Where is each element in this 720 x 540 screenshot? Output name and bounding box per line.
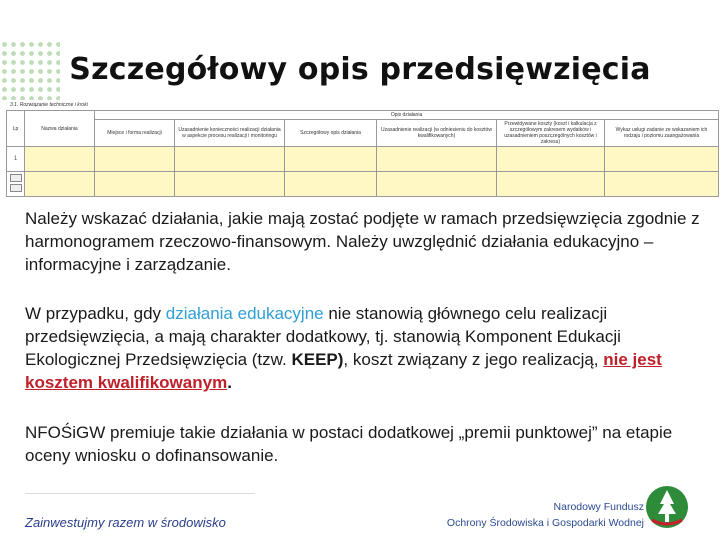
table-cell[interactable] [605,172,719,197]
table-cell[interactable] [285,172,377,197]
paragraph-premium: NFOŚiGW premiuje takie działania w postaci dodatkowej „premii punktowej” na etapie oceny wniosku o dofinansowanie. [25,423,673,465]
table-header-cell: Miejsce i forma realizacji [95,120,175,147]
table-cell[interactable] [497,147,605,172]
highlight-educational-actions: działania edukacyjne [165,304,324,323]
table-cell[interactable] [377,147,497,172]
footer-slogan: Zainwestujmy razem w środowisko [25,515,226,530]
nfosigw-logo-icon [644,484,690,530]
text-span: W przypadku, gdy [25,304,166,323]
table-cell[interactable] [175,172,285,197]
keep-abbreviation: KEEP) [291,350,344,369]
org-name-line1: Narodowy Fundusz [553,501,644,513]
table-cell[interactable] [497,172,605,197]
table-header-cell: Przewidywane koszty (koszt i kalkulacja z szczegółowym zakresem wydatków i uzasadnieniem poszczególnych kosztów i zakresu) [497,120,605,147]
slide-title: Szczegółowy opis przedsięwzięcia [69,52,651,87]
org-name-line2: Ochrony Środowiska i Gospodarki Wodnej [446,517,644,529]
paragraph-keep [25,302,705,394]
text-span: . [227,373,232,392]
table-header-row [7,120,719,147]
table-header-cell: Szczegółowy opis działania [285,120,377,147]
table-cell[interactable] [285,147,377,172]
table-cell[interactable] [25,172,95,197]
row-add-icon[interactable] [10,174,22,182]
text-span: , koszt związany z jego realizacją, [343,350,604,369]
form-caption: 3.1. Rozwiązanie techniczne i kroki [10,102,88,108]
table-row [7,172,719,197]
row-index: 1 [7,147,25,172]
form-table-screenshot [0,102,720,203]
table-cell[interactable] [175,147,285,172]
table-cell[interactable] [95,172,175,197]
footer-divider [25,493,255,494]
table-row [7,147,719,172]
table-cell[interactable] [605,147,719,172]
not-eligible-cost-warning: nie jest kosztem kwalifikowanym [25,350,662,392]
table-cell[interactable] [25,147,95,172]
table-header-cell: Uzasadnienie konieczności realizacji działania w aspekcie procesu realizacji i monitoringu [175,120,285,147]
paragraph-actions: Należy wskazać działania, jakie mają zostać podjęte w ramach przedsięwzięcia zgodnie z harmonogramem rzeczowo-finansowym. Należy uwzględnić działania edukacyjno – informacyjne i zarządzanie. [25,209,700,274]
table-header-cell: Wykaz usługi zadanie ze wskazaniem ich rodzaju i poziomu zaangażowania [605,120,719,147]
row-remove-icon[interactable] [10,184,22,192]
text-span: nie stanowią głównego celu realizacji przedsięwzięcia, a mają charakter dodatkowy, tj. stanowią Komponent Edukacji Ekologicznej Przedsięwzięcia (tzw. [25,304,621,369]
row-controls [7,172,25,197]
table-header-cell: Lp [7,111,25,147]
table-cell[interactable] [95,147,175,172]
table-cell[interactable] [377,172,497,197]
table-header-cell: Uzasadnienie realizacji (w odniesieniu do kosztów kwalifikowanych) [377,120,497,147]
table-header-cell: Nazwa działania [25,111,95,147]
table-group-header-row [7,111,719,120]
table-group-header: Opis działania [95,111,719,120]
form-table [6,110,719,197]
